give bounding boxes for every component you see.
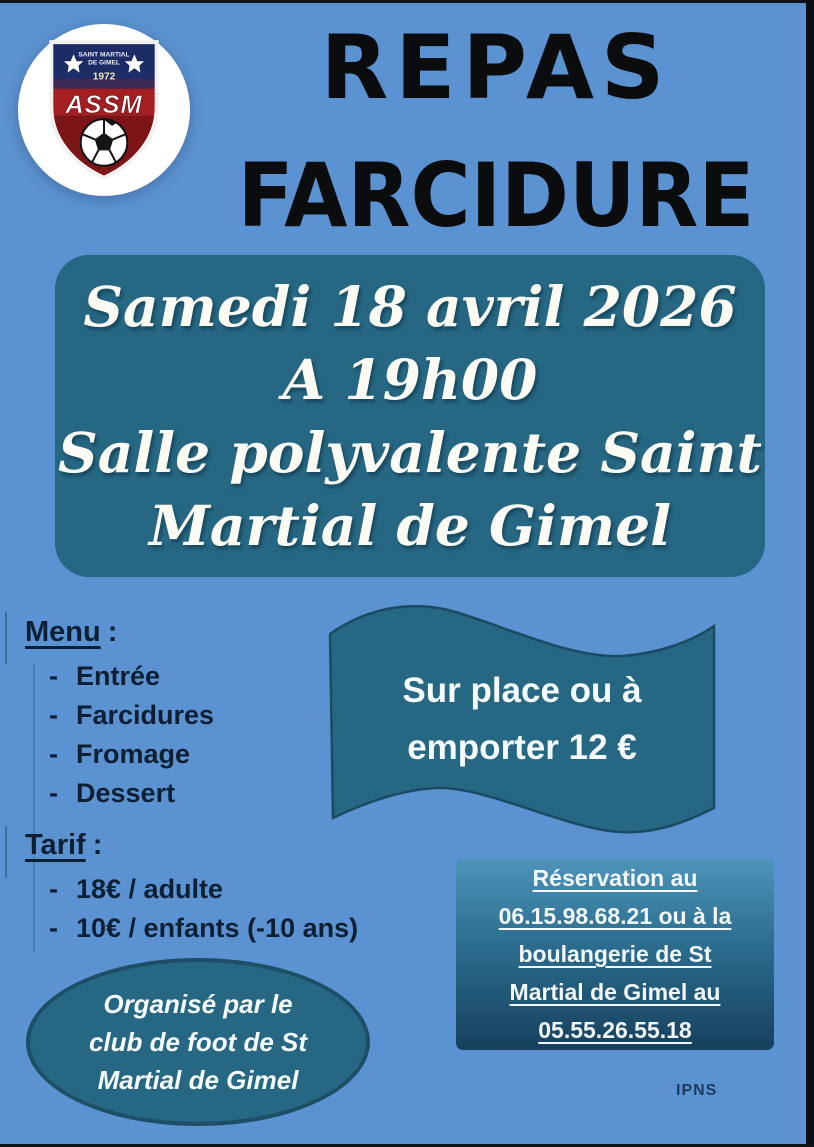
tarif-heading-colon: : bbox=[92, 829, 103, 861]
organizer-line: Martial de Gimel bbox=[97, 1065, 299, 1095]
title-line1: REPAS bbox=[320, 16, 672, 119]
tarif-heading bbox=[25, 828, 358, 862]
menu-item bbox=[25, 735, 214, 774]
takeaway-banner bbox=[326, 600, 718, 840]
reservation-panel bbox=[456, 858, 774, 1050]
tarif-section bbox=[25, 828, 358, 948]
image-edge bbox=[0, 0, 814, 3]
event-date: Samedi 18 avril 2026 bbox=[83, 274, 737, 339]
event-venue-line2: Martial de Gimel bbox=[148, 493, 672, 558]
menu-heading-colon: : bbox=[107, 616, 118, 648]
list-bullet: - bbox=[49, 700, 58, 730]
menu-section bbox=[25, 615, 214, 813]
tarif-item bbox=[25, 870, 358, 909]
list-bullet: - bbox=[49, 739, 58, 769]
list-bullet: - bbox=[49, 913, 58, 943]
takeaway-text bbox=[326, 662, 718, 776]
logo-banner-line2: DE GIMEL bbox=[88, 59, 120, 67]
poster-title bbox=[190, 16, 802, 247]
tarif-heading-word: Tarif bbox=[25, 829, 86, 861]
list-bullet: - bbox=[49, 661, 58, 691]
list-bullet: - bbox=[49, 778, 58, 808]
menu-item-label: Entrée bbox=[76, 661, 161, 691]
frame-artifact-line bbox=[5, 826, 7, 878]
menu-item-label: Dessert bbox=[76, 778, 176, 808]
reservation-line: Réservation au bbox=[532, 865, 698, 891]
menu-item-label: Farcidures bbox=[76, 700, 215, 730]
event-time: A 19h00 bbox=[282, 347, 538, 412]
takeaway-line1: Sur place ou à bbox=[402, 671, 642, 710]
frame-artifact-line bbox=[5, 612, 7, 664]
menu-item-label: Fromage bbox=[76, 739, 191, 769]
menu-heading bbox=[25, 615, 214, 649]
reservation-line: boulangerie de St bbox=[518, 941, 712, 967]
image-edge bbox=[806, 0, 814, 1147]
menu-item bbox=[25, 657, 214, 696]
reservation-phone-2: 05.55.26.55.18 bbox=[538, 1017, 692, 1043]
title-line2: FARCIDURE bbox=[237, 144, 755, 247]
tarif-item-label: 18€ / adulte bbox=[76, 874, 224, 904]
logo-banner-line1: SAINT MARTIAL bbox=[78, 51, 130, 59]
takeaway-line2: emporter 12 € bbox=[407, 728, 637, 767]
event-venue-line1: Salle polyvalente Saint bbox=[58, 420, 762, 485]
menu-item bbox=[25, 774, 214, 813]
tarif-item bbox=[25, 909, 358, 948]
reservation-line: Martial de Gimel au bbox=[509, 979, 721, 1005]
organizer-badge bbox=[26, 958, 370, 1126]
club-crest-icon bbox=[40, 34, 168, 186]
logo-year: 1972 bbox=[92, 71, 116, 83]
menu-heading-word: Menu bbox=[25, 616, 101, 648]
reservation-phone-1: 06.15.98.68.21 ou à la bbox=[498, 903, 732, 929]
menu-item bbox=[25, 696, 214, 735]
ipns-footnote: IPNS bbox=[676, 1082, 718, 1099]
organizer-line: Organisé par le bbox=[103, 989, 293, 1019]
logo-club-initials: ASSM bbox=[65, 91, 143, 120]
club-logo bbox=[18, 24, 190, 196]
event-details-panel bbox=[55, 255, 765, 577]
organizer-line: club de foot de St bbox=[88, 1027, 308, 1057]
tarif-item-label: 10€ / enfants (-10 ans) bbox=[76, 913, 359, 943]
list-bullet: - bbox=[49, 874, 58, 904]
